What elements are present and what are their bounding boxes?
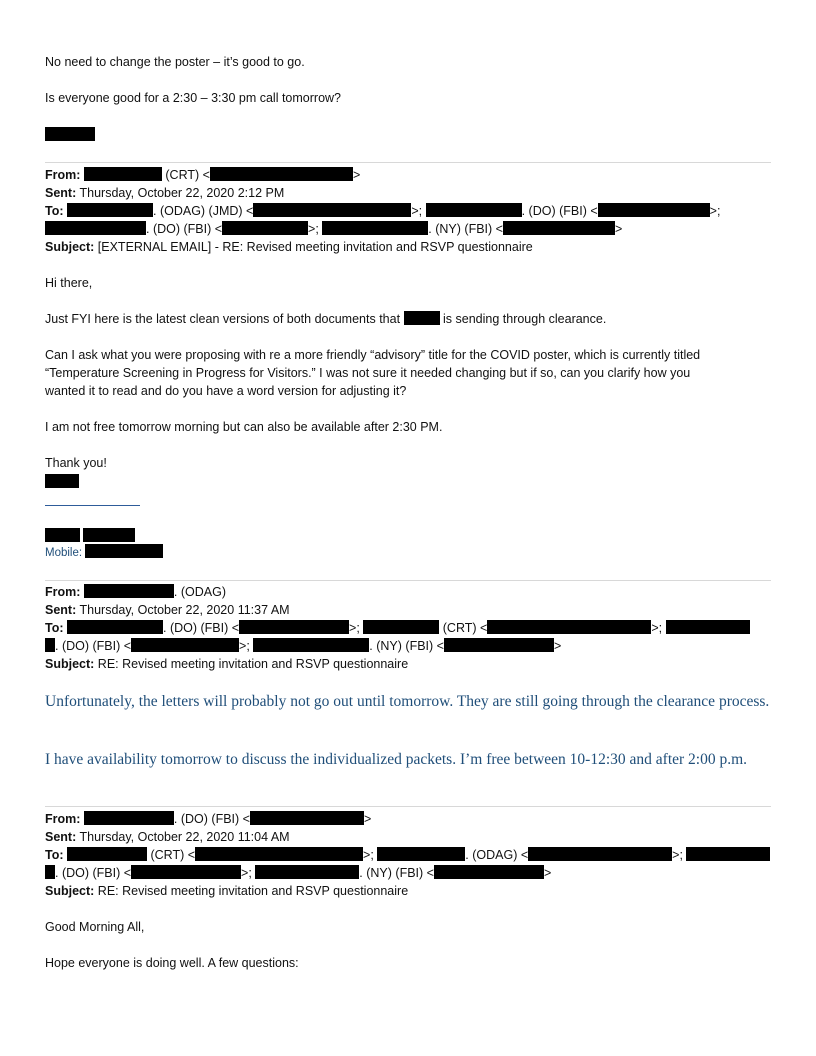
email1-paragraph-2-line-1: Can I ask what you were proposing with re a more friendly “advisory” title for the COVID poster, which is currently titled [45,348,701,362]
divider [45,580,771,581]
reply-line-2: Is everyone good for a 2:30 – 3:30 pm call tomorrow? [45,91,341,105]
email1-paragraph-1: Just FYI here is the latest clean versions of both documents that is sending through clearance. [45,312,607,326]
email1-to-continued: . (DO) (FBI) < >; . (NY) (FBI) < > [45,220,622,238]
mobile-line: Mobile: [45,544,163,562]
email2-to: To: . (DO) (FBI) < >; (CRT) < >; [45,619,750,637]
redacted-name [45,473,79,491]
email3-to: To: (CRT) < >; . (ODAG) < >; [45,846,770,864]
email1-subject: Subject: [EXTERNAL EMAIL] - RE: Revised meeting invitation and RSVP questionnaire [45,240,533,254]
email1-paragraph-2-line-3: wanted it to read and do you have a word version for adjusting it? [45,384,407,398]
divider [45,806,771,807]
reply-line-1: No need to change the poster – it’s good to go. [45,55,305,69]
email2-paragraph-2: I have availability tomorrow to discuss the individualized packets. I’m free between 10-12:30 and after 2:00 p.m. [45,751,748,768]
email1-to: To: . (ODAG) (JMD) < >; . (DO) (FBI) < >; [45,204,721,218]
email1-thanks: Thank you! [45,456,107,470]
email3-from: From: . (DO) (FBI) < > [45,812,372,826]
email3-paragraph-1: Hope everyone is doing well. A few questions: [45,956,299,970]
email3-greeting: Good Morning All, [45,920,145,934]
email1-sent: Sent: Thursday, October 22, 2020 2:12 PM [45,186,285,200]
email1-paragraph-2-line-2: “Temperature Screening in Progress for Visitors.” I was not sure it needed changing but if so, can you clarify how you [45,366,691,380]
email3-to-continued: . (DO) (FBI) < >; . (NY) (FBI) < > [45,864,551,882]
signature-link-line [45,505,140,506]
divider [45,162,771,163]
email2-from: From: . (ODAG) [45,585,226,599]
email1-paragraph-3: I am not free tomorrow morning but can also be available after 2:30 PM. [45,420,443,434]
email3-sent: Sent: Thursday, October 22, 2020 11:04 AM [45,830,290,844]
email1-greeting: Hi there, [45,276,93,290]
redaction [210,167,353,181]
redacted-signature-name [45,527,135,545]
email2-to-continued: . (DO) (FBI) < >; . (NY) (FBI) < > [45,637,561,655]
email3-subject: Subject: RE: Revised meeting invitation and RSVP questionnaire [45,884,409,898]
email1-from: From: (CRT) < > [45,168,361,182]
email2-subject: Subject: RE: Revised meeting invitation and RSVP questionnaire [45,657,409,671]
email2-paragraph-1: Unfortunately, the letters will probably not go out until tomorrow. They are still going through the clearance process. [45,693,770,710]
redacted-signature [45,126,95,144]
redaction [84,167,162,181]
email2-sent: Sent: Thursday, October 22, 2020 11:37 AM [45,603,290,617]
